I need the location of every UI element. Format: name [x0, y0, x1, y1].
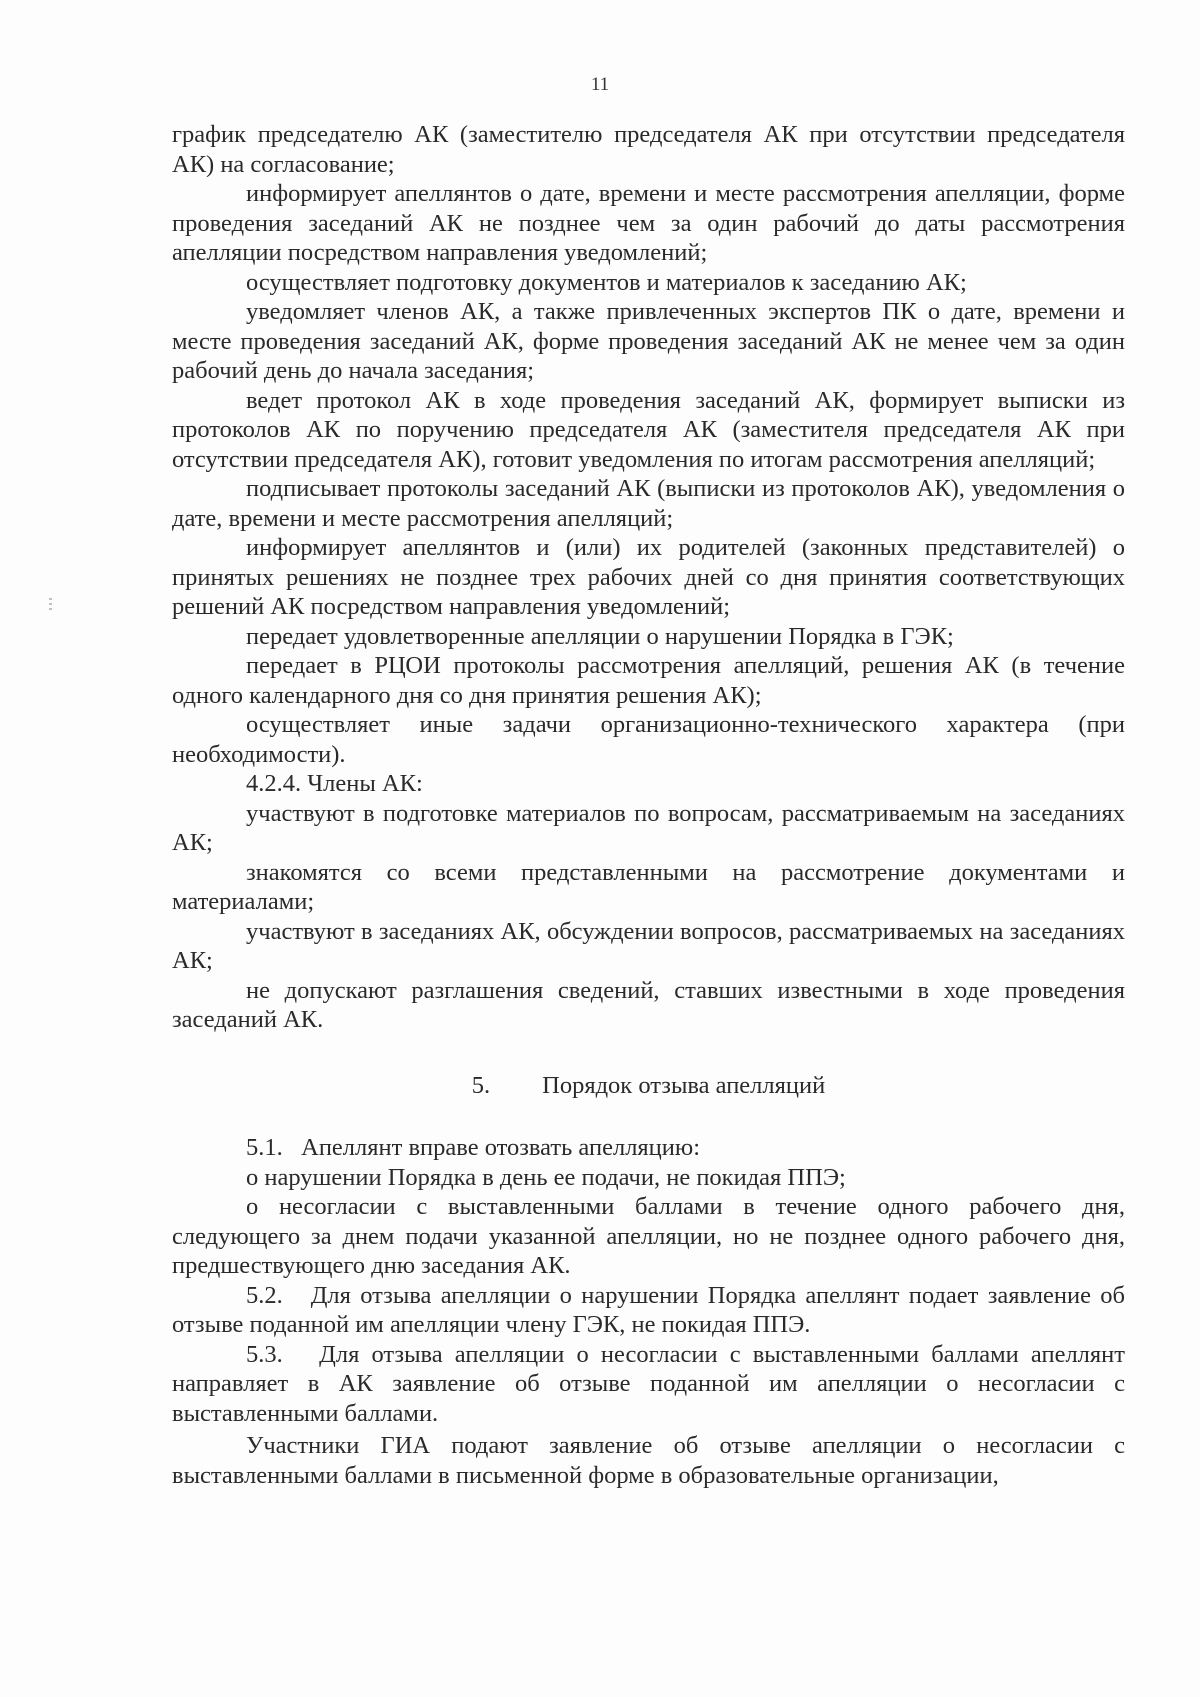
paragraph: 5.1. Апеллянт вправе отозвать апелляцию: [246, 1134, 701, 1161]
paragraph: уведомляет членов АК, а также привлеченных экспертов ПК о дате, времени и месте проведения заседаний АК, форме проведения заседаний АК не менее чем за один рабочий день до начала заседания; [172, 298, 1125, 384]
paragraph: осуществляет иные задачи организационно-технического характера (при необходимости). [172, 711, 1125, 768]
paragraph: информирует апеллянтов о дате, времени и месте рассмотрения апелляции, форме проведения заседаний АК не позднее чем за один рабочий до даты рассмотрения апелляции посредством направления уведомлений; [172, 180, 1125, 266]
paragraph: не допускают разглашения сведений, ставших известными в ходе проведения заседаний АК. [172, 976, 1125, 1033]
section-heading [172, 1071, 1125, 1101]
section-title: Порядок отзыва апелляций [542, 1071, 826, 1099]
paragraph: ведет протокол АК в ходе проведения заседаний АК, формирует выписки из протоколов АК по поручению председателя АК (заместителя председателя АК при отсутствии председателя АК), готовит уведомления по итогам рассмотрения апелляций; [172, 386, 1125, 473]
paragraph: осуществляет подготовку документов и материалов к заседанию АК; [246, 268, 967, 296]
paragraph: 5.2. Для отзыва апелляции о нарушении Порядка апеллянт подает заявление об отзыве поданной им апелляции члену ГЭК, не покидая ППЭ. [172, 1281, 1132, 1338]
paragraph: подписывает протоколы заседаний АК (выписки из протоколов АК), уведомления о дате, времени и месте рассмотрения апелляций; [172, 475, 1125, 532]
paragraph: о нарушении Порядка в день ее подачи, не покидая ППЭ; [246, 1163, 846, 1191]
paragraph: о несогласии с выставленными баллами в течение одного рабочего дня, следующего за днем подачи указанной апелляции, но не позднее одного рабочего дня, предшествующего дню заседания АК. [172, 1193, 1125, 1279]
paragraph: график председателю АК (заместителю председателя АК при отсутствии председателя АК) на согласование; [172, 121, 1125, 178]
paragraph: знакомятся со всеми представленными на рассмотрение документами и материалами; [172, 858, 1125, 915]
paragraph: передает в РЦОИ протоколы рассмотрения апелляций, решения АК (в течение одного календарного дня со дня принятия решения АК); [172, 652, 1125, 709]
document-body [172, 120, 1132, 1490]
subsection-heading: 4.2.4. Члены АК: [246, 770, 423, 797]
section-number: 5. [471, 1071, 491, 1099]
paragraph: передает удовлетворенные апелляции о нарушении Порядка в ГЭК; [246, 622, 954, 650]
page-number: 11 [590, 74, 610, 95]
paragraph: 5.3. Для отзыва апелляции о несогласии с выставленными баллами апеллянт направляет в АК заявление об отзыве поданной им апелляции о несогласии с выставленными баллами. [172, 1340, 1132, 1427]
scan-artifact [49, 598, 52, 612]
paragraph: участвуют в подготовке материалов по вопросам, рассматриваемым на заседаниях АК; [172, 799, 1125, 856]
paragraph: участвуют в заседаниях АК, обсуждении вопросов, рассматриваемых на заседаниях АК; [172, 917, 1125, 974]
paragraph: информирует апеллянтов и (или) их родителей (законных представителей) о принятых решениях не позднее трех рабочих дней со дня принятия соответствующих решений АК посредством направления уведомлений; [172, 534, 1125, 620]
paragraph: Участники ГИА подают заявление об отзыве апелляции о несогласии с выставленными баллами в письменной форме в образовательные организации, [172, 1432, 1125, 1489]
